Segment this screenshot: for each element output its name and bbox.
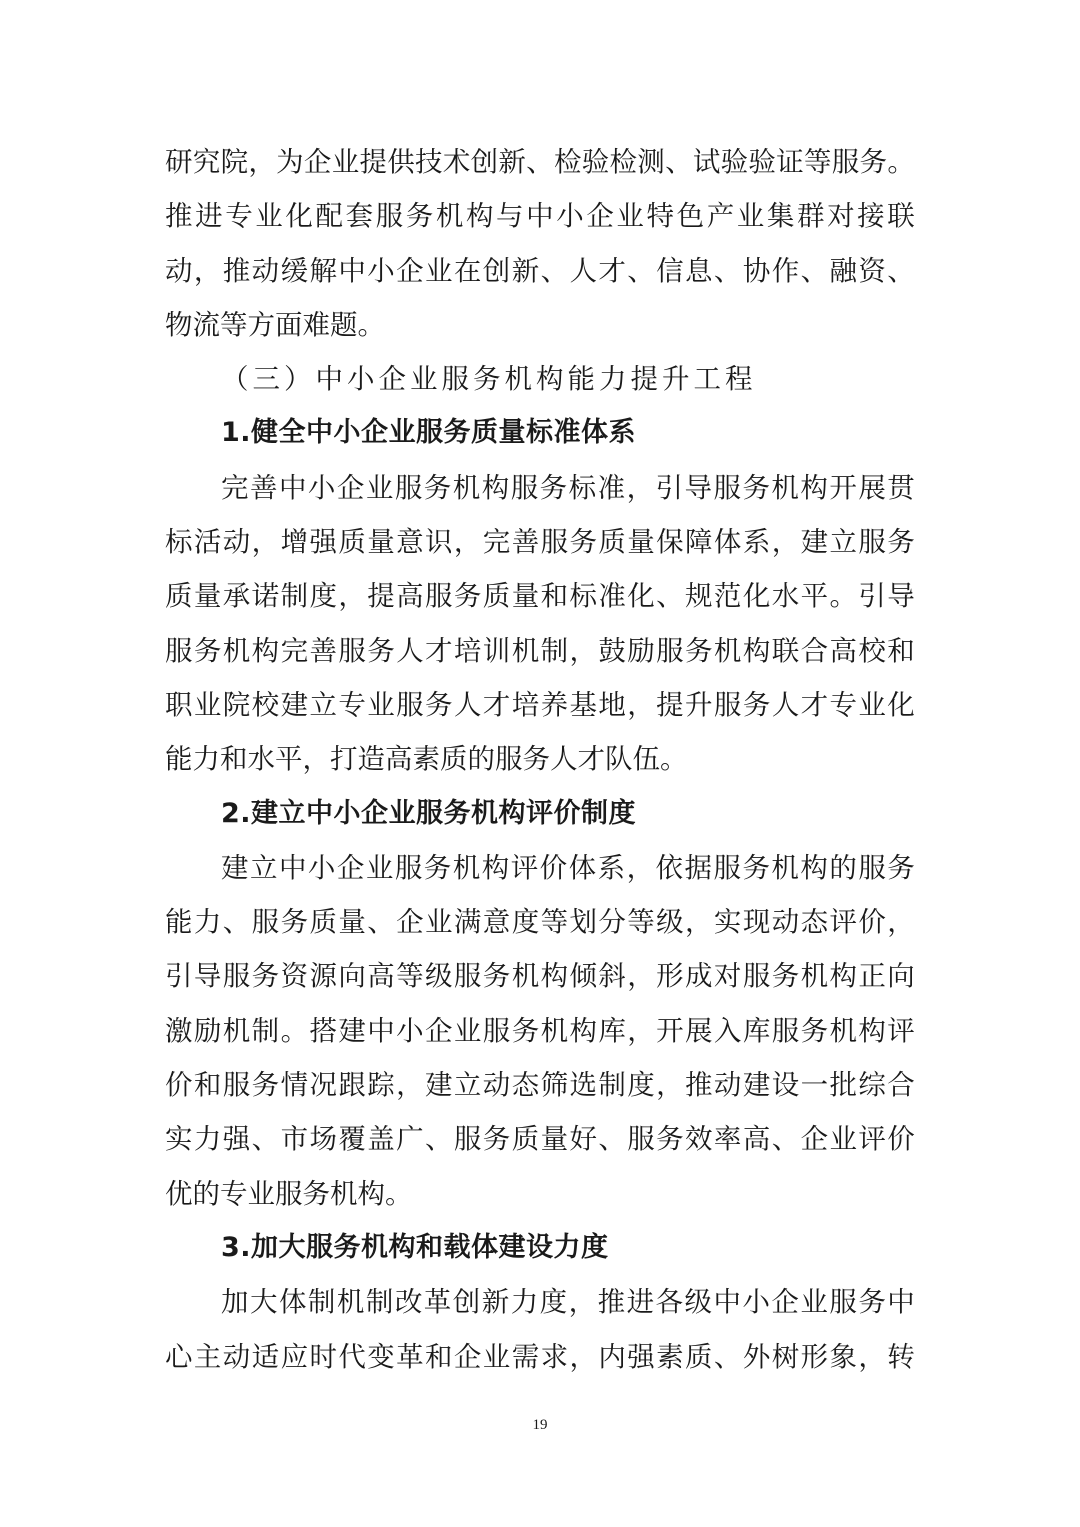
text-line: 实 力 强 、 市 场 覆 盖 广 、 服 务 质 量 好 、 服 务 效 率 高 、 企 业 评 价: [165, 1123, 915, 1156]
section-heading: 2.建立中小企业服务机构评价制度: [221, 797, 637, 829]
section-title: （三）中小企业服务机构能力提升工程: [221, 363, 757, 396]
page-number: 19: [532, 1417, 548, 1433]
text-line: 推 进 专 业 化 配 套 服 务 机 构 与 中 小 企 业 特 色 产 业 集 群 对 接 联: [165, 200, 915, 233]
text-line: 激 励 机 制 。 搭 建 中 小 企 业 服 务 机 构 库 ， 开 展 入 库 服 务 机 构 评: [165, 1014, 915, 1047]
section-heading: 1.健全中小企业服务质量标准体系: [221, 417, 637, 449]
text-line: 标 活 动 ， 增 强 质 量 意 识 ， 完 善 服 务 质 量 保 障 体 系 ， 建 立 服 务: [165, 526, 915, 559]
text-line: 能力和水平，打造高素质的服务人才队伍。: [165, 743, 688, 776]
text-line: 质 量 承 诺 制 度 ， 提 高 服 务 质 量 和 标 准 化 、 规 范 化 水 平 。 引 导: [165, 580, 915, 613]
document-body: [165, 135, 915, 1384]
text-line: 服 务 机 构 完 善 服 务 人 才 培 训 机 制 ， 鼓 励 服 务 机 构 联 合 高 校 和: [165, 634, 915, 667]
text-line: 研 究 院 ， 为 企 业 提 供 技 术 创 新 、 检 验 检 测 、 试 验 验 证 等 服 务 。: [165, 146, 915, 178]
text-line: 完 善 中 小 企 业 服 务 机 构 服 务 标 准 ， 引 导 服 务 机 构 开 展 贯: [221, 471, 915, 504]
text-line: 优的专业服务机构。: [165, 1177, 413, 1210]
text-line: 建 立 中 小 企 业 服 务 机 构 评 价 体 系 ， 依 据 服 务 机 构 的 服 务: [221, 851, 915, 884]
text-line: 能 力 、 服 务 质 量 、 企 业 满 意 度 等 划 分 等 级 ， 实 现 动 态 评 价 ，: [165, 906, 915, 939]
section-heading: 3.加大服务机构和载体建设力度: [221, 1231, 609, 1263]
text-line: 物流等方面难题。: [165, 308, 385, 341]
text-line: 引 导 服 务 资 源 向 高 等 级 服 务 机 构 倾 斜 ， 形 成 对 服 务 机 构 正 向: [165, 960, 915, 993]
text-line: 心 主 动 适 应 时 代 变 革 和 企 业 需 求 ， 内 强 素 质 、 外 树 形 象 ， 转: [165, 1340, 915, 1373]
text-line: 加 大 体 制 机 制 改 革 创 新 力 度 ， 推 进 各 级 中 小 企 业 服 务 中: [221, 1286, 915, 1319]
text-line: 职 业 院 校 建 立 专 业 服 务 人 才 培 养 基 地 ， 提 升 服 务 人 才 专 业 化: [165, 688, 915, 721]
text-line: 价 和 服 务 情 况 跟 踪 ， 建 立 动 态 筛 选 制 度 ， 推 动 建 设 一 批 综 合: [165, 1069, 915, 1102]
text-line: 动 ， 推 动 缓 解 中 小 企 业 在 创 新 、 人 才 、 信 息 、 协 作 、 融 资 、: [165, 254, 915, 287]
